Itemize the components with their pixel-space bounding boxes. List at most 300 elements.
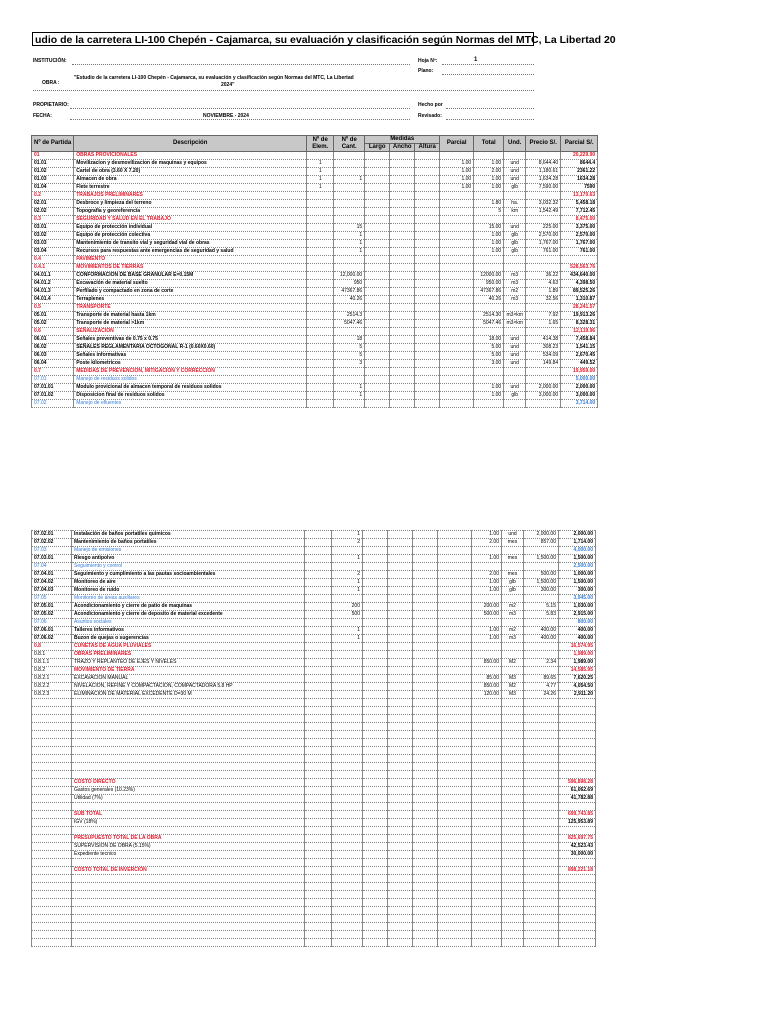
cant-cell [332,931,363,939]
ancho-cell [388,747,413,755]
und-cell: und [504,352,526,360]
partida-cell: 07.01.02 [32,392,74,400]
propietario-field[interactable] [70,108,410,109]
ancho-cell [390,344,415,352]
elem-cell [307,264,334,272]
und-cell [502,715,524,723]
parcial-soles-cell [559,739,596,747]
ancho-cell [390,224,415,232]
parcial-soles-cell: 4,054.50 [559,683,596,691]
ancho-cell [388,731,413,739]
summary-value: 825,697.75 [559,835,596,843]
empty-cell [363,787,388,795]
empty-cell [305,795,332,803]
table-row [32,152,598,160]
parcial-soles-cell [559,699,596,707]
ancho-cell [388,539,413,547]
cant-cell: 950 [334,280,365,288]
parcial-cell [440,400,474,408]
elem-cell [305,539,332,547]
parcial-soles-cell: 8644.4 [561,160,598,168]
precio-cell [524,747,559,755]
parcial-cell [440,296,474,304]
empty-cell [502,779,524,787]
largo-cell [365,376,390,384]
ancho-cell [388,595,413,603]
summary-value: 125,953.89 [559,819,596,827]
largo-cell [363,595,388,603]
empty-cell [305,787,332,795]
precio-cell [526,368,561,376]
cant-cell [332,915,363,923]
hecho-por-field[interactable] [446,108,534,109]
und-cell: glb [504,248,526,256]
cant-cell: 1 [334,392,365,400]
cant-cell [334,168,365,176]
empty-cell [502,787,524,795]
altura-cell [415,368,440,376]
precio-cell: 2.34 [524,659,559,667]
altura-cell [415,336,440,344]
parcial-cell [438,883,472,891]
table-row [32,368,598,376]
elem-cell [305,563,332,571]
cant-cell [332,899,363,907]
altura-cell [413,675,438,683]
ancho-cell [388,563,413,571]
summary-label: IGV (18%) [72,819,305,827]
precio-cell: 1,767.00 [526,240,561,248]
empty-cell [363,795,388,803]
table-row [32,571,596,579]
parcial-soles-cell [559,875,596,883]
total-cell [472,883,502,891]
altura-cell [413,619,438,627]
parcial-soles-cell: 2361.22 [561,168,598,176]
precio-cell: 2,570.00 [526,232,561,240]
summary-label [72,827,305,835]
cant-cell [332,723,363,731]
total-cell [472,667,502,675]
parcial-soles-cell: 1634.28 [561,176,598,184]
largo-cell [363,659,388,667]
elem-cell [305,595,332,603]
parcial-soles-cell: 8,328.31 [561,320,598,328]
partida-cell: 0.8.1.1 [32,659,72,667]
table-row [32,739,596,747]
descripcion-cell [72,931,305,939]
descripcion-cell: Monitoreo de áreas auxiliares [72,595,305,603]
parcial-soles-cell: 2,000.00 [561,384,598,392]
parcial-cell [438,907,472,915]
precio-cell: 1,634.28 [526,176,561,184]
parcial-soles-cell [559,907,596,915]
hoja-field[interactable] [442,64,534,65]
parcial-cell: 1.00 [440,160,474,168]
partida-cell: 0.8.1 [32,651,72,659]
cant-cell: 1 [332,531,363,539]
total-cell [474,304,504,312]
und-cell: M3 [502,691,524,699]
empty-cell [332,843,363,851]
empty-cell [472,779,502,787]
partida-cell: 03.03 [32,240,74,248]
altura-cell [415,216,440,224]
parcial-soles-cell [559,931,596,939]
parcial-cell [438,563,472,571]
altura-cell [413,707,438,715]
elem-cell [305,907,332,915]
empty-cell [388,779,413,787]
descripcion-cell: OBRAS PRELIMINARES [72,651,305,659]
parcial-cell [440,328,474,336]
parcial-soles-cell: 13,170.63 [561,192,598,200]
precio-cell [524,755,559,763]
table-row [32,579,596,587]
total-cell [472,931,502,939]
precio-cell: 2,000.00 [526,384,561,392]
empty-cell [305,867,332,875]
precio-cell [526,264,561,272]
empty-cell [472,795,502,803]
total-cell: 5047.46 [474,320,504,328]
precio-cell [524,875,559,883]
altura-cell [413,531,438,539]
total-cell [472,651,502,659]
und-cell: m3 [504,272,526,280]
precio-cell: 149.84 [526,360,561,368]
cant-cell [334,368,365,376]
altura-cell [415,280,440,288]
largo-cell [365,176,390,184]
ancho-cell [390,384,415,392]
total-cell [474,256,504,264]
partida-cell: 0.3 [32,216,74,224]
institucion-field[interactable] [72,64,410,65]
table-row [32,675,596,683]
cant-cell: 1 [334,232,365,240]
altura-cell [415,224,440,232]
ancho-cell [388,659,413,667]
cant-cell [332,875,363,883]
parcial-cell [438,931,472,939]
cant-cell: 12,000.00 [334,272,365,280]
partida-cell [32,763,72,771]
cant-cell [334,304,365,312]
ancho-cell [388,755,413,763]
total-cell: 2.00 [472,571,502,579]
table-row [32,224,598,232]
total-cell [472,891,502,899]
parcial-soles-cell [559,755,596,763]
altura-cell [413,739,438,747]
empty-cell [332,803,363,811]
cant-cell [332,659,363,667]
und-cell: glb [502,579,524,587]
elem-cell [307,232,334,240]
largo-cell [363,883,388,891]
cant-cell: 5047.46 [334,320,365,328]
altura-cell [415,152,440,160]
total-cell: 5.00 [474,352,504,360]
parcial-soles-cell: 1,989.00 [559,659,596,667]
und-cell: km [504,208,526,216]
largo-cell [363,939,388,947]
largo-cell [363,923,388,931]
und-cell [502,723,524,731]
col-cant: Nº de Cant. [334,136,365,152]
empty-cell [502,827,524,835]
largo-cell [363,571,388,579]
total-cell: 2.00 [474,168,504,176]
total-cell [472,723,502,731]
empty-cell [438,867,472,875]
total-cell [472,739,502,747]
empty-cell [472,811,502,819]
descripcion-cell: Instalación de baños portatiles quimicos [72,531,305,539]
und-cell [502,707,524,715]
parcial-cell [438,763,472,771]
precio-cell: 1,500.00 [524,555,559,563]
parcial-cell [440,216,474,224]
precio-cell [524,899,559,907]
cant-cell [332,707,363,715]
partida-cell [32,875,72,883]
und-cell: glb [504,240,526,248]
empty-cell [332,779,363,787]
total-cell: 120.00 [472,691,502,699]
cant-cell: 1 [334,248,365,256]
elem-cell [307,288,334,296]
table-row [32,651,596,659]
parcial-soles-cell: 28,241.57 [561,304,598,312]
parcial-cell [438,619,472,627]
table-row [32,923,596,931]
altura-cell [415,384,440,392]
summary-row [32,843,596,851]
precio-cell: 36.22 [526,272,561,280]
precio-cell [524,883,559,891]
table-row [32,931,596,939]
cant-cell [334,376,365,384]
ancho-cell [388,603,413,611]
empty-cell [502,859,524,867]
precio-cell: 225.00 [526,224,561,232]
obra-divider [33,90,534,91]
largo-cell [363,611,388,619]
ancho-cell [390,160,415,168]
elem-cell [307,304,334,312]
summary-row [32,779,596,787]
fecha-value: NOVIEMBRE - 2024 [203,113,249,119]
total-cell: 5.00 [474,344,504,352]
und-cell: m3×km [504,312,526,320]
partida-cell: 07.04.03 [32,587,72,595]
descripcion-cell: MOVIMIENTOS DE TIERRAS [74,264,307,272]
parcial-cell: 1.00 [440,176,474,184]
elem-cell [307,272,334,280]
ancho-cell [388,683,413,691]
precio-cell [526,192,561,200]
total-cell [474,400,504,408]
parcial-soles-cell: 19,959.00 [561,368,598,376]
descripcion-cell: Transporte de material >1km [74,320,307,328]
largo-cell [363,667,388,675]
parcial-cell [438,891,472,899]
elem-cell [305,899,332,907]
cant-cell: 1 [332,555,363,563]
cant-cell [334,264,365,272]
summary-row [32,827,596,835]
empty-cell [332,867,363,875]
altura-cell [415,296,440,304]
descripcion-cell: Seguimiento y cumplimiento a las pautas socioambientales [72,571,305,579]
fecha-field[interactable] [70,119,410,120]
altura-cell [415,312,440,320]
table-row [32,915,596,923]
empty-cell [388,859,413,867]
precio-cell [524,923,559,931]
empty-cell [388,835,413,843]
elem-cell [305,531,332,539]
parcial-soles-cell: 2,500.00 [559,563,596,571]
descripcion-cell: Poste kilometricos [74,360,307,368]
largo-cell [363,707,388,715]
cant-cell [332,739,363,747]
precio-cell: 857.00 [524,539,559,547]
ancho-cell [390,152,415,160]
empty-cell [305,779,332,787]
altura-cell [413,659,438,667]
table-row [32,643,596,651]
parcial-cell [440,224,474,232]
total-cell [472,643,502,651]
summary-value [559,827,596,835]
altura-cell [413,595,438,603]
elem-cell [307,280,334,288]
parcial-soles-cell: 1,989.00 [559,651,596,659]
parcial-cell [440,240,474,248]
elem-cell [305,555,332,563]
cant-cell [332,883,363,891]
table-row [32,539,596,547]
und-cell [502,731,524,739]
descripcion-cell: Recursos para respuestas ante emergencias de seguridad y salud [74,248,307,256]
total-cell: 2.00 [472,539,502,547]
precio-cell [524,595,559,603]
precio-cell: 3,000.00 [526,392,561,400]
precio-cell: 5.15 [524,603,559,611]
partida-cell: 07.05 [32,595,72,603]
empty-cell [413,867,438,875]
elem-cell [305,747,332,755]
plano-field[interactable] [442,74,534,75]
altura-cell [413,891,438,899]
descripcion-cell: Manejo de emisiones [72,547,305,555]
partida-cell [32,723,72,731]
table-row [32,627,596,635]
revisado-field[interactable] [446,119,534,120]
altura-cell [415,288,440,296]
parcial-soles-cell: 400.00 [559,627,596,635]
parcial-soles-cell: 1,714.00 [559,539,596,547]
elem-cell [307,360,334,368]
parcial-soles-cell [559,899,596,907]
descripcion-cell: Acondicionamiento y cierre de patio de maquinas [72,603,305,611]
parcial-cell [440,392,474,400]
parcial-cell [440,208,474,216]
ancho-cell [390,248,415,256]
table-row [32,184,598,192]
partida-cell [32,747,72,755]
parcial-soles-cell: 8,475.00 [561,216,598,224]
parcial-cell [440,320,474,328]
descripcion-cell: Monitoreo de ruido [72,587,305,595]
total-cell [474,216,504,224]
cant-cell [334,400,365,408]
cant-cell [332,595,363,603]
und-cell [502,763,524,771]
parcial-soles-cell: 5,458.18 [561,200,598,208]
und-cell [504,376,526,384]
elem-cell [305,683,332,691]
precio-cell: 300.00 [524,587,559,595]
und-cell: m3 [504,280,526,288]
ancho-cell [390,320,415,328]
elem-cell [307,240,334,248]
cant-cell [332,651,363,659]
empty-cell [332,827,363,835]
col-descripcion: Descripción [74,136,307,152]
cant-cell [332,563,363,571]
largo-cell [365,296,390,304]
ancho-cell [388,939,413,947]
empty-cell [438,803,472,811]
descripcion-cell [72,891,305,899]
partida-cell: 0.8.2.2 [32,683,72,691]
summary-value: 30,000.00 [559,851,596,859]
und-cell: und [504,168,526,176]
col-parcial: Parcial [440,136,474,152]
ancho-cell [388,619,413,627]
cant-cell: 47367.86 [334,288,365,296]
total-cell: 47367.86 [474,288,504,296]
und-cell [502,643,524,651]
empty-cell [363,827,388,835]
parcial-soles-cell: 300.00 [559,587,596,595]
elem-cell [305,611,332,619]
parcial-cell [440,312,474,320]
und-cell [502,891,524,899]
empty-cell [332,795,363,803]
largo-cell [363,531,388,539]
parcial-soles-cell: 20,229.90 [561,152,598,160]
altura-cell [415,208,440,216]
elem-cell [305,579,332,587]
descripcion-cell: Equipo de protección individual [74,224,307,232]
empty-cell [472,827,502,835]
empty-cell [413,779,438,787]
empty-cell [388,843,413,851]
partida-cell [32,795,72,803]
empty-cell [524,787,559,795]
revisado-label: Revisado: [418,113,442,119]
ancho-cell [388,707,413,715]
empty-cell [332,819,363,827]
col-ancho: Ancho [390,144,415,152]
cant-cell [332,907,363,915]
altura-cell [415,256,440,264]
